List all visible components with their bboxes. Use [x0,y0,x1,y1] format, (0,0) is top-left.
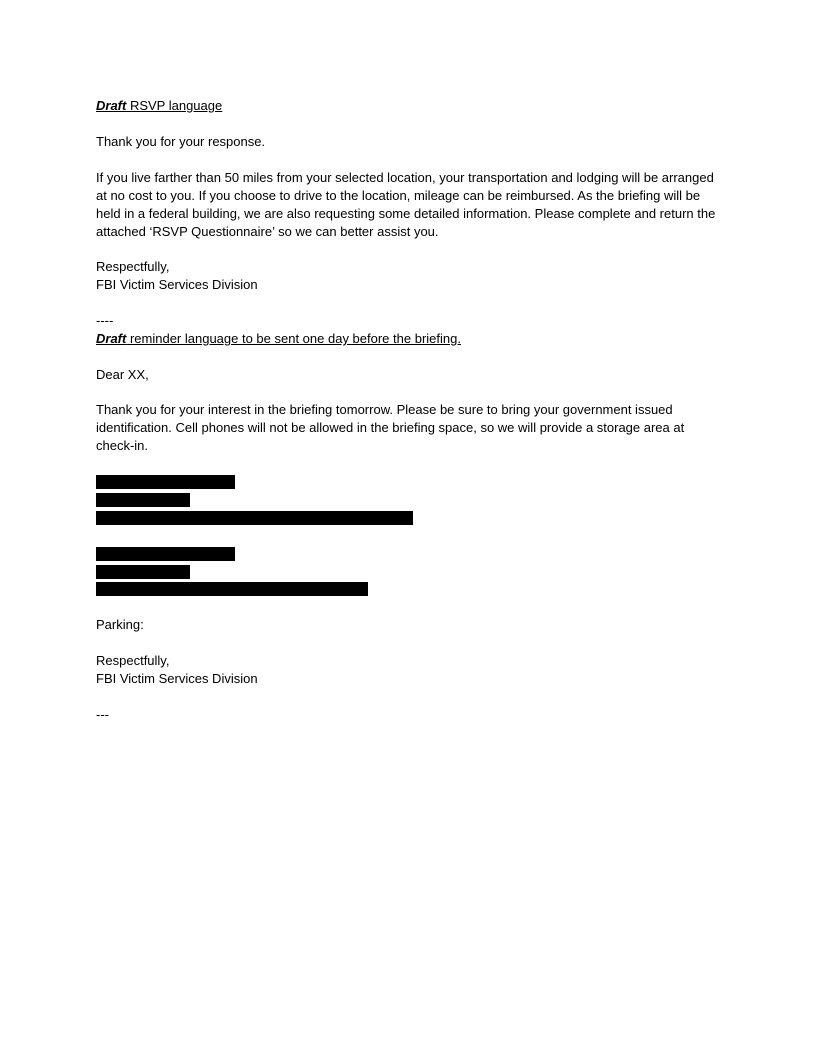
redaction-bar [96,582,368,596]
rsvp-body: If you live farther than 50 miles from your selected location, your transportation and lodging will be arranged at no cost to you. If you choose to drive to the location, mileage can be reimbursed. As the briefing will be held in a federal building, we are also requesting some detailed information. Please complete and return the attached ‘RSVP Questionnaire’ so we can better assist you. [96,170,716,239]
reminder-heading [96,330,461,348]
rsvp-thanks: Thank you for your response. [96,134,266,149]
separator-dashes: ---- [96,313,114,328]
rsvp-heading-text: RSVP language [126,98,223,113]
redaction-bar [96,475,235,489]
rsvp-signature: FBI Victim Services Division [96,277,258,292]
redaction-bar [96,565,190,579]
reminder-heading-text: reminder language to be sent one day before the briefing. [126,331,461,346]
redaction-bar [96,511,413,525]
rsvp-heading [96,97,222,115]
parking-label: Parking: [96,617,144,632]
reminder-salutation: Dear XX, [96,367,149,382]
separator-dashes-end: --- [96,707,109,722]
redaction-bar [96,547,235,561]
reminder-body: Thank you for your interest in the briefing tomorrow. Please be sure to bring your government issued identification. Cell phones will not be allowed in the briefing space, so we will provide a storage area at check-in. [96,402,685,453]
reminder-signature: FBI Victim Services Division [96,671,258,686]
rsvp-closing: Respectfully, [96,259,170,274]
rsvp-heading-draft: Draft [96,98,127,113]
redaction-bar [96,493,190,507]
reminder-heading-draft: Draft [96,331,127,346]
reminder-closing: Respectfully, [96,653,170,668]
